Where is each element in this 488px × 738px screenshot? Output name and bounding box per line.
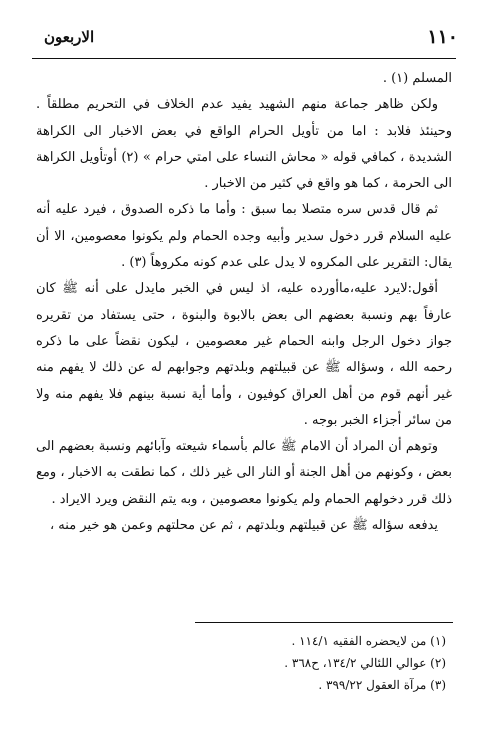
footnote-3: (٣) مرآة العقول ٣٩٩/٢٢ . — [318, 678, 446, 692]
running-title: الاربعون — [44, 28, 95, 46]
paragraph-2: ولكن ظاهر جماعة منهم الشهيد يفيد عدم الخلاف في التحريم مطلقاً . وحينئذ فلابد : اما من تأويل الحرام الواقع في بعض الاخبار الى الكراهة الشديدة ، كمافي قوله « محاش النساء على امتي حرام » (٢) أوتأويل الكراهة الى الحرمة ، كما هو واقع في كثير من الاخبار . — [36, 97, 452, 192]
main-text — [36, 66, 452, 539]
paragraph-1: المسلم (١) . — [382, 71, 452, 86]
paragraph-5: وتوهم أن المراد أن الامام ﷺ عالم بأسماء شيعته وآبائهم ونسبة بعضهم الى بعض ، وكونهم من أهل الجنة أو النار الى غير ذلك ، كما نطقت به الاخبار ، ومع ذلك قرر دخولهم الحمام ولم يكونوا معصومين ، وبه يتم النقض ويرد الايراد . — [36, 439, 452, 507]
header-divider — [32, 58, 456, 59]
footnotes — [140, 630, 446, 696]
paragraph-3: ثم قال قدس سره متصلا بما سبق : وأما ما ذكره الصدوق ، فيرد عليه أنه عليه السلام قرر دخول سدير وأبيه وجده الحمام ولم يكونوا معصومين، الا أن يقال: التقرير على المكروه لا يدل على عدم كونه مكروهاً (٣) . — [36, 202, 452, 271]
paragraph-4: أقول:لايرد عليه،ماأورده عليه، اذ ليس في الخبر مايدل على أنه ﷺ كان عارفاً بهم ونسبة بعضهم الى بعض بالابوة والبنوة ، حتى يستفاد من تقريره جواز دخول الرجل وابنه الحمام غير معصومين ، ليكون نقضاً على ما ذكره رحمه الله ، وسؤاله ﷺ عن قبيلتهم وبلدتهم وجوابهم له عن ذلك لا يفهم منه غير أنهم قوم من أهل العراق كوفيون ، وأما أية نسبة بينهم فلا يفهم منه ولا من سائر أجزاء الخبر بوجه . — [36, 281, 452, 428]
paragraph-6: يدفعه سؤاله ﷺ عن قبيلتهم وبلدتهم ، ثم عن محلتهم وعمن هو خير منه ، — [49, 518, 438, 534]
footnote-divider — [195, 622, 453, 623]
page-number: ١١٠ — [427, 26, 458, 48]
footnote-1: (١) من لايحضره الفقيه ١١٤/١ . — [291, 634, 446, 648]
footnote-2: (٢) عوالي اللئالي ١٣٤/٢، ح٣٦٨ . — [284, 656, 446, 670]
page-header — [30, 26, 458, 52]
